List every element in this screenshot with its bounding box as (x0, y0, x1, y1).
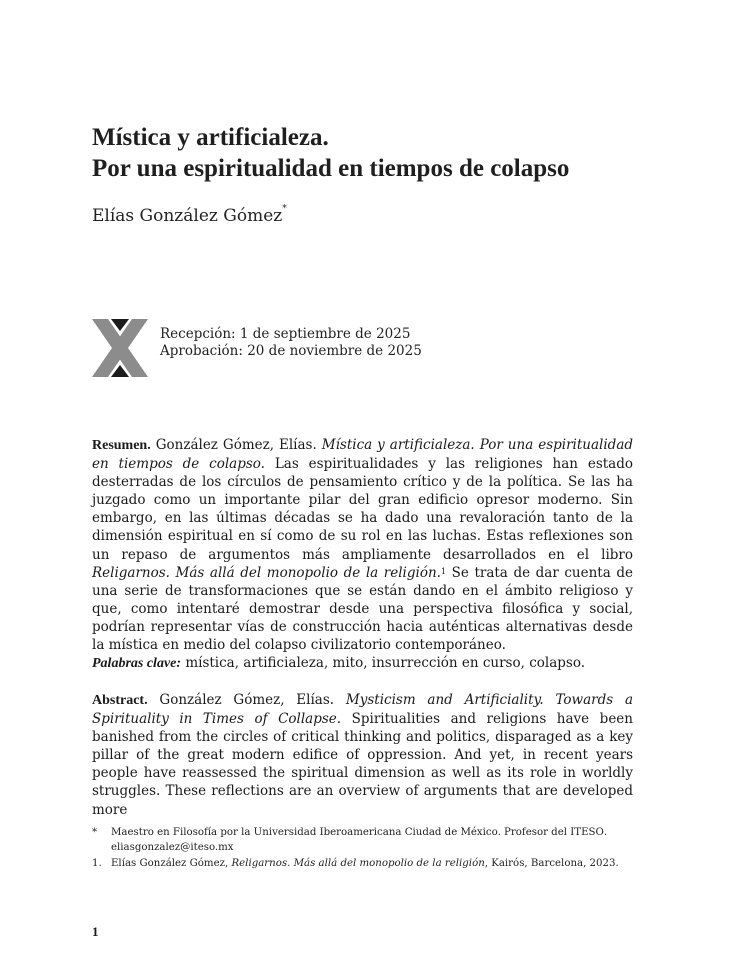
submission-dates (160, 326, 422, 360)
author-byline (92, 206, 287, 226)
abstract-es-author: González Gómez, Elías. (155, 437, 317, 453)
footnote-author (92, 826, 633, 855)
keywords (92, 654, 633, 673)
keywords-list: mística, artificialeza, mito, insurrección en curso, colapso. (185, 655, 586, 672)
page-number: 1 (92, 924, 99, 939)
abstract-en-title: Mysticism and Artificiality. Towards a Spirituality in Times of Collapse. (92, 692, 634, 728)
author-name: Elías González Gómez (92, 206, 283, 226)
author-footnote-mark: * (282, 204, 287, 214)
abstract-en-text: Spiritualities and religions have been banished from the circles of critical thinking and politics, disparaged as a key pillar of the great modern edifice of oppression. And yet, in recent years people have reassessed the spiritual dimension as well as its role in worldly struggles. These reflections are an overview of arguments that are developed more (92, 711, 633, 818)
footnote-1-author: Elías González Gómez, (111, 858, 229, 869)
received-date: Recepción: 1 de septiembre de 2025 (160, 326, 411, 342)
abstract-es-book: Religarnos. Más allá del monopolio de la religión. (92, 564, 441, 581)
article-title (92, 122, 692, 184)
title-line-2: Por una espiritualidad en tiempos de colapso (92, 155, 570, 182)
footnote-1-publisher: , Kairós, Barcelona, 2023. (484, 858, 619, 869)
abstract-english (92, 691, 633, 819)
abstract-en-author: González Gómez, Elías. (159, 692, 335, 708)
footnotes (92, 826, 633, 872)
author-email-link[interactable]: eliasgonzalez@iteso.mx (111, 841, 234, 853)
approved-date: Aprobación: 20 de noviembre de 2025 (160, 343, 422, 359)
x-journal-logo-icon (92, 319, 148, 377)
abstract-es-label: Resumen. (92, 438, 151, 453)
title-line-1: Mística y artificialeza. (92, 124, 329, 151)
footnote-author-text: Maestro en Filosofía por la Universidad Iberoamericana Ciudad de México. Profesor del (111, 827, 567, 838)
footnote-author-mark: * (92, 827, 98, 838)
footnote-institution: ITESO (570, 827, 604, 838)
abstract-en-label: Abstract. (92, 693, 148, 708)
footnote-1-ref[interactable]: 1 (440, 566, 447, 576)
abstract-es-text-1: Las espiritualidades y las religiones han estado desterradas de los círculos de pensamiento crítico y de la política. Se las ha juzgado como un importante pilar del gran edificio opresor moderno. Sin embargo, en las últimas décadas se ha dado una revaloración tanto de la dimensión espiritual en sí como de su rol en las luchas. Estas reflexiones son un repaso de argumentos más ampliamente desarrollados en el libro (92, 456, 633, 563)
abstract-es-title: Mística y artificialeza. Por una espiritualidad en tiempos de colapso. (92, 437, 634, 473)
abstract-es-text-2: Se trata de dar cuenta de una serie de transformaciones que se están dando en el ámbito religioso y que, como intentaré demostrar desde una perspectiva filosófica y social, podrían representar vías de construcción hacia auténticas alternativas desde la mística en medio del colapso civilizatorio contemporáneo. (92, 564, 633, 654)
footnote-1-mark: 1. (92, 858, 102, 869)
footnote-1-book: Religarnos. Más allá del monopolio de la religión (231, 858, 485, 869)
footnote-1 (92, 857, 633, 872)
abstract-spanish (92, 436, 633, 673)
footnote-author-period: . (603, 827, 608, 838)
keywords-label: Palabras clave: (92, 656, 182, 672)
